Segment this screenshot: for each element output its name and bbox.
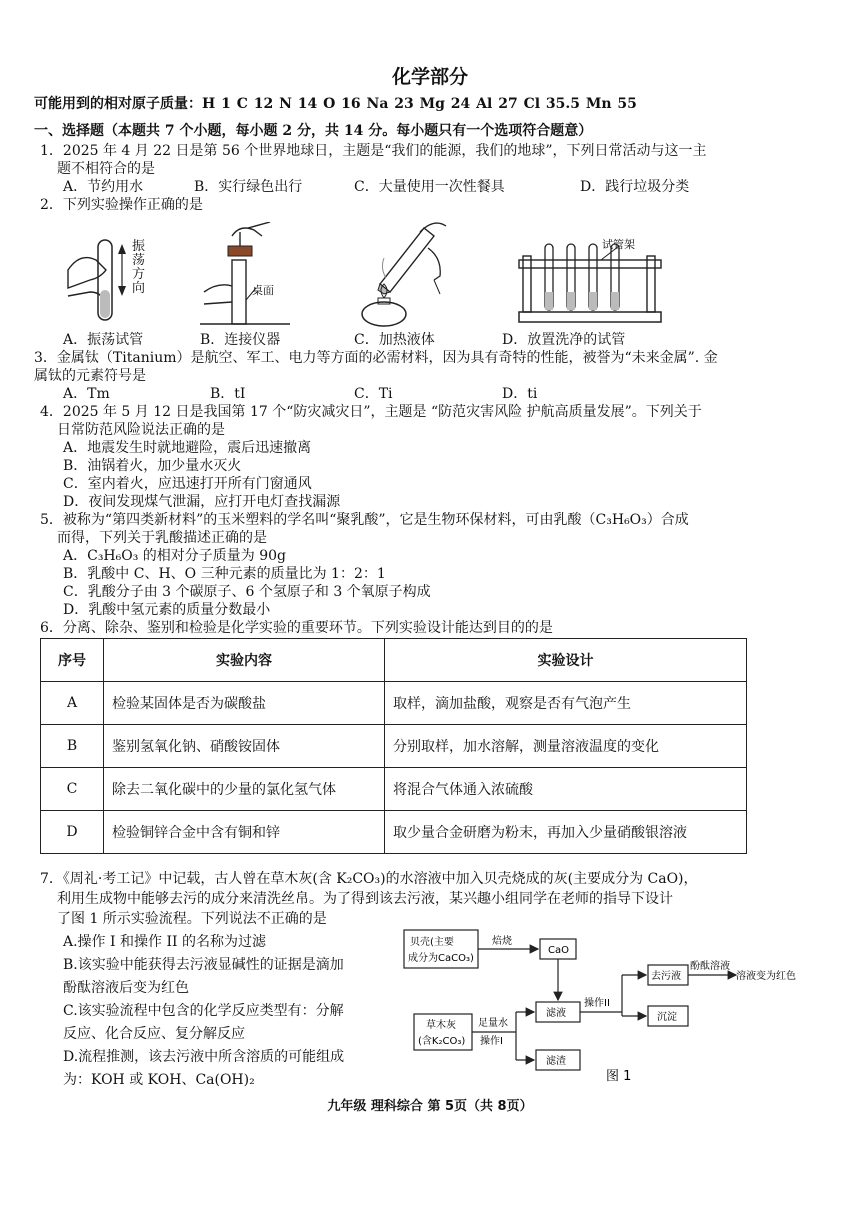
cao-label: CaO xyxy=(548,945,569,956)
row-content: 除去二氧化碳中的少量的氯化氢气体 xyxy=(104,768,385,811)
q1-stem-line1: 1．2025 年 4 月 22 日是第 56 个世界地球日，主题是“我们的能源，我们的地球”，下列日常活动与这一主 xyxy=(40,143,707,159)
q2-stem: 2．下列实验操作正确的是 xyxy=(40,197,203,213)
figure-1-label: 图 1 xyxy=(606,1069,632,1084)
q1-option-c: C．大量使用一次性餐具 xyxy=(354,179,505,195)
row-design: 将混合气体通入浓硫酸 xyxy=(385,768,747,811)
q7-option-c-line1: C.该实验流程中包含的化学反应类型有：分解 xyxy=(63,1003,344,1019)
q2-option-c: C．加热液体 xyxy=(354,332,435,348)
table-row xyxy=(41,682,747,725)
table-header-row xyxy=(41,639,747,682)
shell-line1: 贝壳(主要 xyxy=(410,937,454,948)
q7-option-b-line1: B.该实验中能获得去污液显碱性的证据是滴加 xyxy=(63,957,344,973)
section-heading: 一、选择题（本题共 7 个小题，每小题 2 分，共 14 分。每小题只有一个选项符合题意） xyxy=(34,123,593,139)
q3-option-a: A．Tm xyxy=(63,386,110,402)
row-design: 取样，滴加盐酸，观察是否有气泡产生 xyxy=(385,682,747,725)
q7-option-a: A.操作 I 和操作 II 的名称为过滤 xyxy=(63,934,266,950)
row-label: D xyxy=(41,811,104,854)
table-row xyxy=(41,725,747,768)
row-design: 取少量合金研磨为粉末，再加入少量硝酸银溶液 xyxy=(385,811,747,854)
q4-stem-line2: 日常防范风险说法正确的是 xyxy=(57,422,225,438)
fig-a-label: 振荡方向 xyxy=(132,239,146,296)
row-label: B xyxy=(41,725,104,768)
ash-line1: 草木灰 xyxy=(426,1020,456,1031)
figure-connect-apparatus xyxy=(200,222,290,330)
q7-option-c-line2: 反应、化合反应、复分解反应 xyxy=(63,1026,245,1042)
red-label: 溶液变为红色 xyxy=(736,971,796,982)
q7-option-d-line1: D.流程推测，该去污液中所含溶质的可能组成 xyxy=(63,1049,345,1065)
phenol-label: 酚酞溶液 xyxy=(690,961,730,972)
water-label: 足量水 xyxy=(478,1018,508,1029)
q1-option-d: D．践行垃圾分类 xyxy=(580,179,690,195)
fig-d-label: 试管架 xyxy=(602,238,635,251)
header-number: 序号 xyxy=(41,639,104,682)
op1-label: 操作I xyxy=(480,1036,503,1047)
q2-option-a: A．振荡试管 xyxy=(63,332,144,348)
op2-label: 操作II xyxy=(584,998,610,1009)
q1-option-a: A．节约用水 xyxy=(63,179,144,195)
row-content: 鉴别氢氧化钠、硝酸铵固体 xyxy=(104,725,385,768)
q4-option-b: B．油锅着火，加少量水灭火 xyxy=(63,458,242,474)
header-design: 实验设计 xyxy=(385,639,747,682)
q7-stem-line3: 了图 1 所示实验流程。下列说法不正确的是 xyxy=(57,911,327,927)
precip-label: 沉淀 xyxy=(657,1012,677,1023)
q7-option-d-line2: 为：KOH 或 KOH、Ca(OH)₂ xyxy=(63,1072,255,1088)
q3-stem-line2: 属钛的元素符号是 xyxy=(34,368,146,384)
q5-option-a: A．C₃H₆O₃ 的相对分子质量为 90g xyxy=(63,548,287,564)
fig-b-label: 桌面 xyxy=(252,284,274,297)
q5-option-d: D．乳酸中氢元素的质量分数最小 xyxy=(63,602,271,618)
q5-option-b: B．乳酸中 C、H、O 三种元素的质量比为 1：2：1 xyxy=(63,566,386,582)
q3-stem-line1: 3．金属钛（Titanium）是航空、军工、电力等方面的必需材料，因为具有奇特的性能，被誉为“未来金属”. 金 xyxy=(34,350,718,366)
q7-stem-line2: 利用生成物中能够去污的成分来清洗丝帛。为了得到该去污液，某兴趣小组同学在老师的指导下设计 xyxy=(57,891,673,907)
q5-stem-line2: 而得，下列关于乳酸描述正确的是 xyxy=(57,530,267,546)
filtrate-label: 滤液 xyxy=(546,1008,566,1019)
q2-option-d: D．放置洗净的试管 xyxy=(502,332,626,348)
q1-stem-line2: 题不相符合的是 xyxy=(57,161,155,177)
q1-option-b: B．实行绿色出行 xyxy=(194,179,303,195)
figure-shake-test-tube xyxy=(60,230,170,330)
figure-heat-liquid xyxy=(350,218,460,330)
q3-option-d: D．ti xyxy=(502,386,538,402)
page-title: 化学部分 xyxy=(391,66,468,88)
row-label: A xyxy=(41,682,104,725)
q5-option-c: C．乳酸分子由 3 个碳原子、6 个氢原子和 3 个氧原子构成 xyxy=(63,584,431,600)
q6-stem: 6．分离、除杂、鉴别和检验是化学实验的重要环节。下列实验设计能达到目的的是 xyxy=(40,620,553,636)
row-label: C xyxy=(41,768,104,811)
residue-label: 滤渣 xyxy=(546,1056,566,1067)
ash-line2: (含K₂CO₃) xyxy=(418,1036,466,1047)
header-content: 实验内容 xyxy=(104,639,385,682)
q4-option-c: C．室内着火，应迅速打开所有门窗通风 xyxy=(63,476,312,492)
q2-option-b: B．连接仪器 xyxy=(200,332,281,348)
q6-table xyxy=(40,638,747,854)
calcine-label: 焙烧 xyxy=(492,936,512,947)
table-row xyxy=(41,768,747,811)
q4-option-a: A．地震发生时就地避险，震后迅速撤离 xyxy=(63,440,312,456)
q3-option-b: B．tI xyxy=(210,386,246,402)
cleaner-label: 去污液 xyxy=(651,971,681,982)
q5-stem-line1: 5．被称为“第四类新材料”的玉米塑料的学名叫“聚乳酸”，它是生物环保材料，可由乳酸（C₃H₆O₃）合成 xyxy=(40,512,689,528)
q3-option-c: C．Ti xyxy=(354,386,393,402)
shell-line2: 成分为CaCO₃) xyxy=(408,953,474,964)
row-design: 分别取样，加水溶解，测量溶液温度的变化 xyxy=(385,725,747,768)
atomic-masses: 可能用到的相对原子质量：H 1 C 12 N 14 O 16 Na 23 Mg 24 Al 27 Cl 35.5 Mn 55 xyxy=(34,96,637,112)
q4-option-d: D．夜间发现煤气泄漏，应打开电灯查找漏源 xyxy=(63,494,341,510)
q7-stem-line1: 7．《周礼·考工记》中记载，古人曾在草木灰(含 K₂CO₃)的水溶液中加入贝壳烧成的灰(主要成分为 CaO)， xyxy=(40,871,698,887)
figure-test-tube-rack xyxy=(515,232,665,330)
page-footer: 九年级 理科综合 第 5页（共 8页） xyxy=(327,1099,533,1114)
flow-diagram xyxy=(400,920,830,1095)
q7-option-b-line2: 酚酞溶液后变为红色 xyxy=(63,980,189,996)
q4-stem-line1: 4．2025 年 5 月 12 日是我国第 17 个“防灾减灾日”，主题是 “防范灾害风险 护航高质量发展”。下列关于 xyxy=(40,404,702,420)
row-content: 检验铜锌合金中含有铜和锌 xyxy=(104,811,385,854)
table-row xyxy=(41,811,747,854)
row-content: 检验某固体是否为碳酸盐 xyxy=(104,682,385,725)
